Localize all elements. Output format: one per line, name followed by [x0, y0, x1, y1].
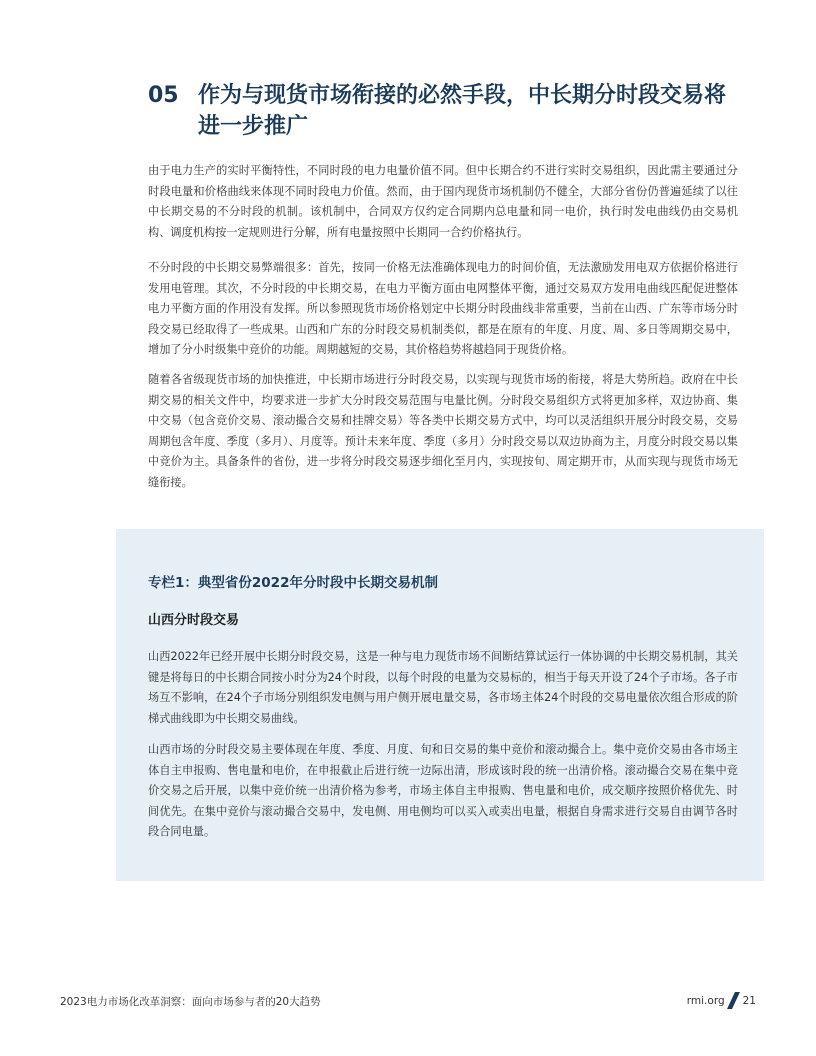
- section-number: 05: [148, 83, 179, 108]
- box-paragraph-1: 山西2022年已经开展中长期分时段交易，这是一种与电力现货市场不间断结算试运行一体协调的中长期交易机制，其关键是将每日的中长期合同按小时分为24个时段，以每个时段的电量为交易标的，相当于每天开设了24个子市场。各子市场互不影响，在24个子市场分别组织发电侧与用户侧开展电量交易，各市场主体24个时段的交易电量依次组合形成的阶梯式曲线即为中长期交易曲线。: [148, 650, 738, 725]
- footer-right: [687, 992, 756, 1009]
- box-title: 专栏1：典型省份2022年分时段中长期交易机制: [148, 575, 438, 591]
- section-heading: [148, 80, 748, 142]
- slash-divider-icon: [727, 992, 740, 1009]
- body-paragraph-3: 随着各省级现货市场的加快推进，中长期市场进行分时段交易，以实现与现货市场的衔接，将是大势所趋。政府在中长期交易的相关文件中，均要求进一步扩大分时段交易范围与电量比例。分时段交易组织方式将更加多样，双边协商、集中交易（包含竞价交易、滚动撮合交易和挂牌交易）等各类中长期交易方式中，均可以灵活组织开展分时段交易，交易周期包含年度、季度（多月）、月度等。预计未来年度、季度（多月）分时段交易以双边协商为主，月度分时段交易以集中竞价为主。具备条件的省份，进一步将分时段交易逐步细化至月内，实现按旬、周定期开市，从而实现与现货市场无缝衔接。: [148, 373, 738, 489]
- box-paragraph-2: 山西市场的分时段交易主要体现在年度、季度、月度、旬和日交易的集中竞价和滚动撮合上。集中竞价交易由各市场主体自主申报购、售电量和电价，在申报截止后进行统一边际出清，形成该时段的统一出清价格。滚动撮合交易在集中竞价交易之后开展，以集中竞价统一出清价格为参考，市场主体自主申报购、售电量和电价，成交顺序按照价格优先、时间优先。在集中竞价与滚动撮合交易中，发电侧、用电侧均可以买入或卖出电量，根据自身需求进行交易自由调节各时段合同电量。: [148, 743, 738, 838]
- box-subtitle: 山西分时段交易: [148, 613, 240, 628]
- page-number: 21: [742, 994, 756, 1007]
- body-paragraph-2: 不分时段的中长期交易弊端很多：首先，按同一价格无法准确体现电力的时间价值，无法激励发用电双方依据价格进行发用电管理。其次，不分时段的中长期交易，在电力平衡方面由电网整体平衡，通过交易双方发用电曲线匹配促进整体电力平衡方面的作用没有发挥。所以参照现货市场价格划定中长期分时段曲线非常重要，当前在山西、广东等市场分时段交易已经取得了一些成果。山西和广东的分时段交易机制类似，都是在原有的年度、月度、周、多日等周期交易中，增加了分小时级集中竞价的功能。周期越短的交易，其价格趋势将越趋同于现货价格。: [148, 261, 738, 356]
- footer-report-title: 2023电力市场化改革洞察：面向市场参与者的20大趋势: [60, 996, 321, 1008]
- footer-site-link[interactable]: rmi.org: [686, 994, 725, 1007]
- body-paragraph-1: 由于电力生产的实时平衡特性，不同时段的电力电量价值不同。但中长期合约不进行实时交易组织，因此需主要通过分时段电量和价格曲线来体现不同时段电力价值。然而，由于国内现货市场机制仍不健全，大部分省份仍普遍延续了以往中长期交易的不分时段的机制。该机制中，合同双方仅约定合同期内总电量和同一电价，执行时发电曲线仍由交易机构、调度机构按一定规则进行分解，所有电量按照中长期同一合约价格执行。: [148, 164, 738, 239]
- section-title: 作为与现货市场衔接的必然手段，中长期分时段交易将进一步推广: [198, 83, 727, 139]
